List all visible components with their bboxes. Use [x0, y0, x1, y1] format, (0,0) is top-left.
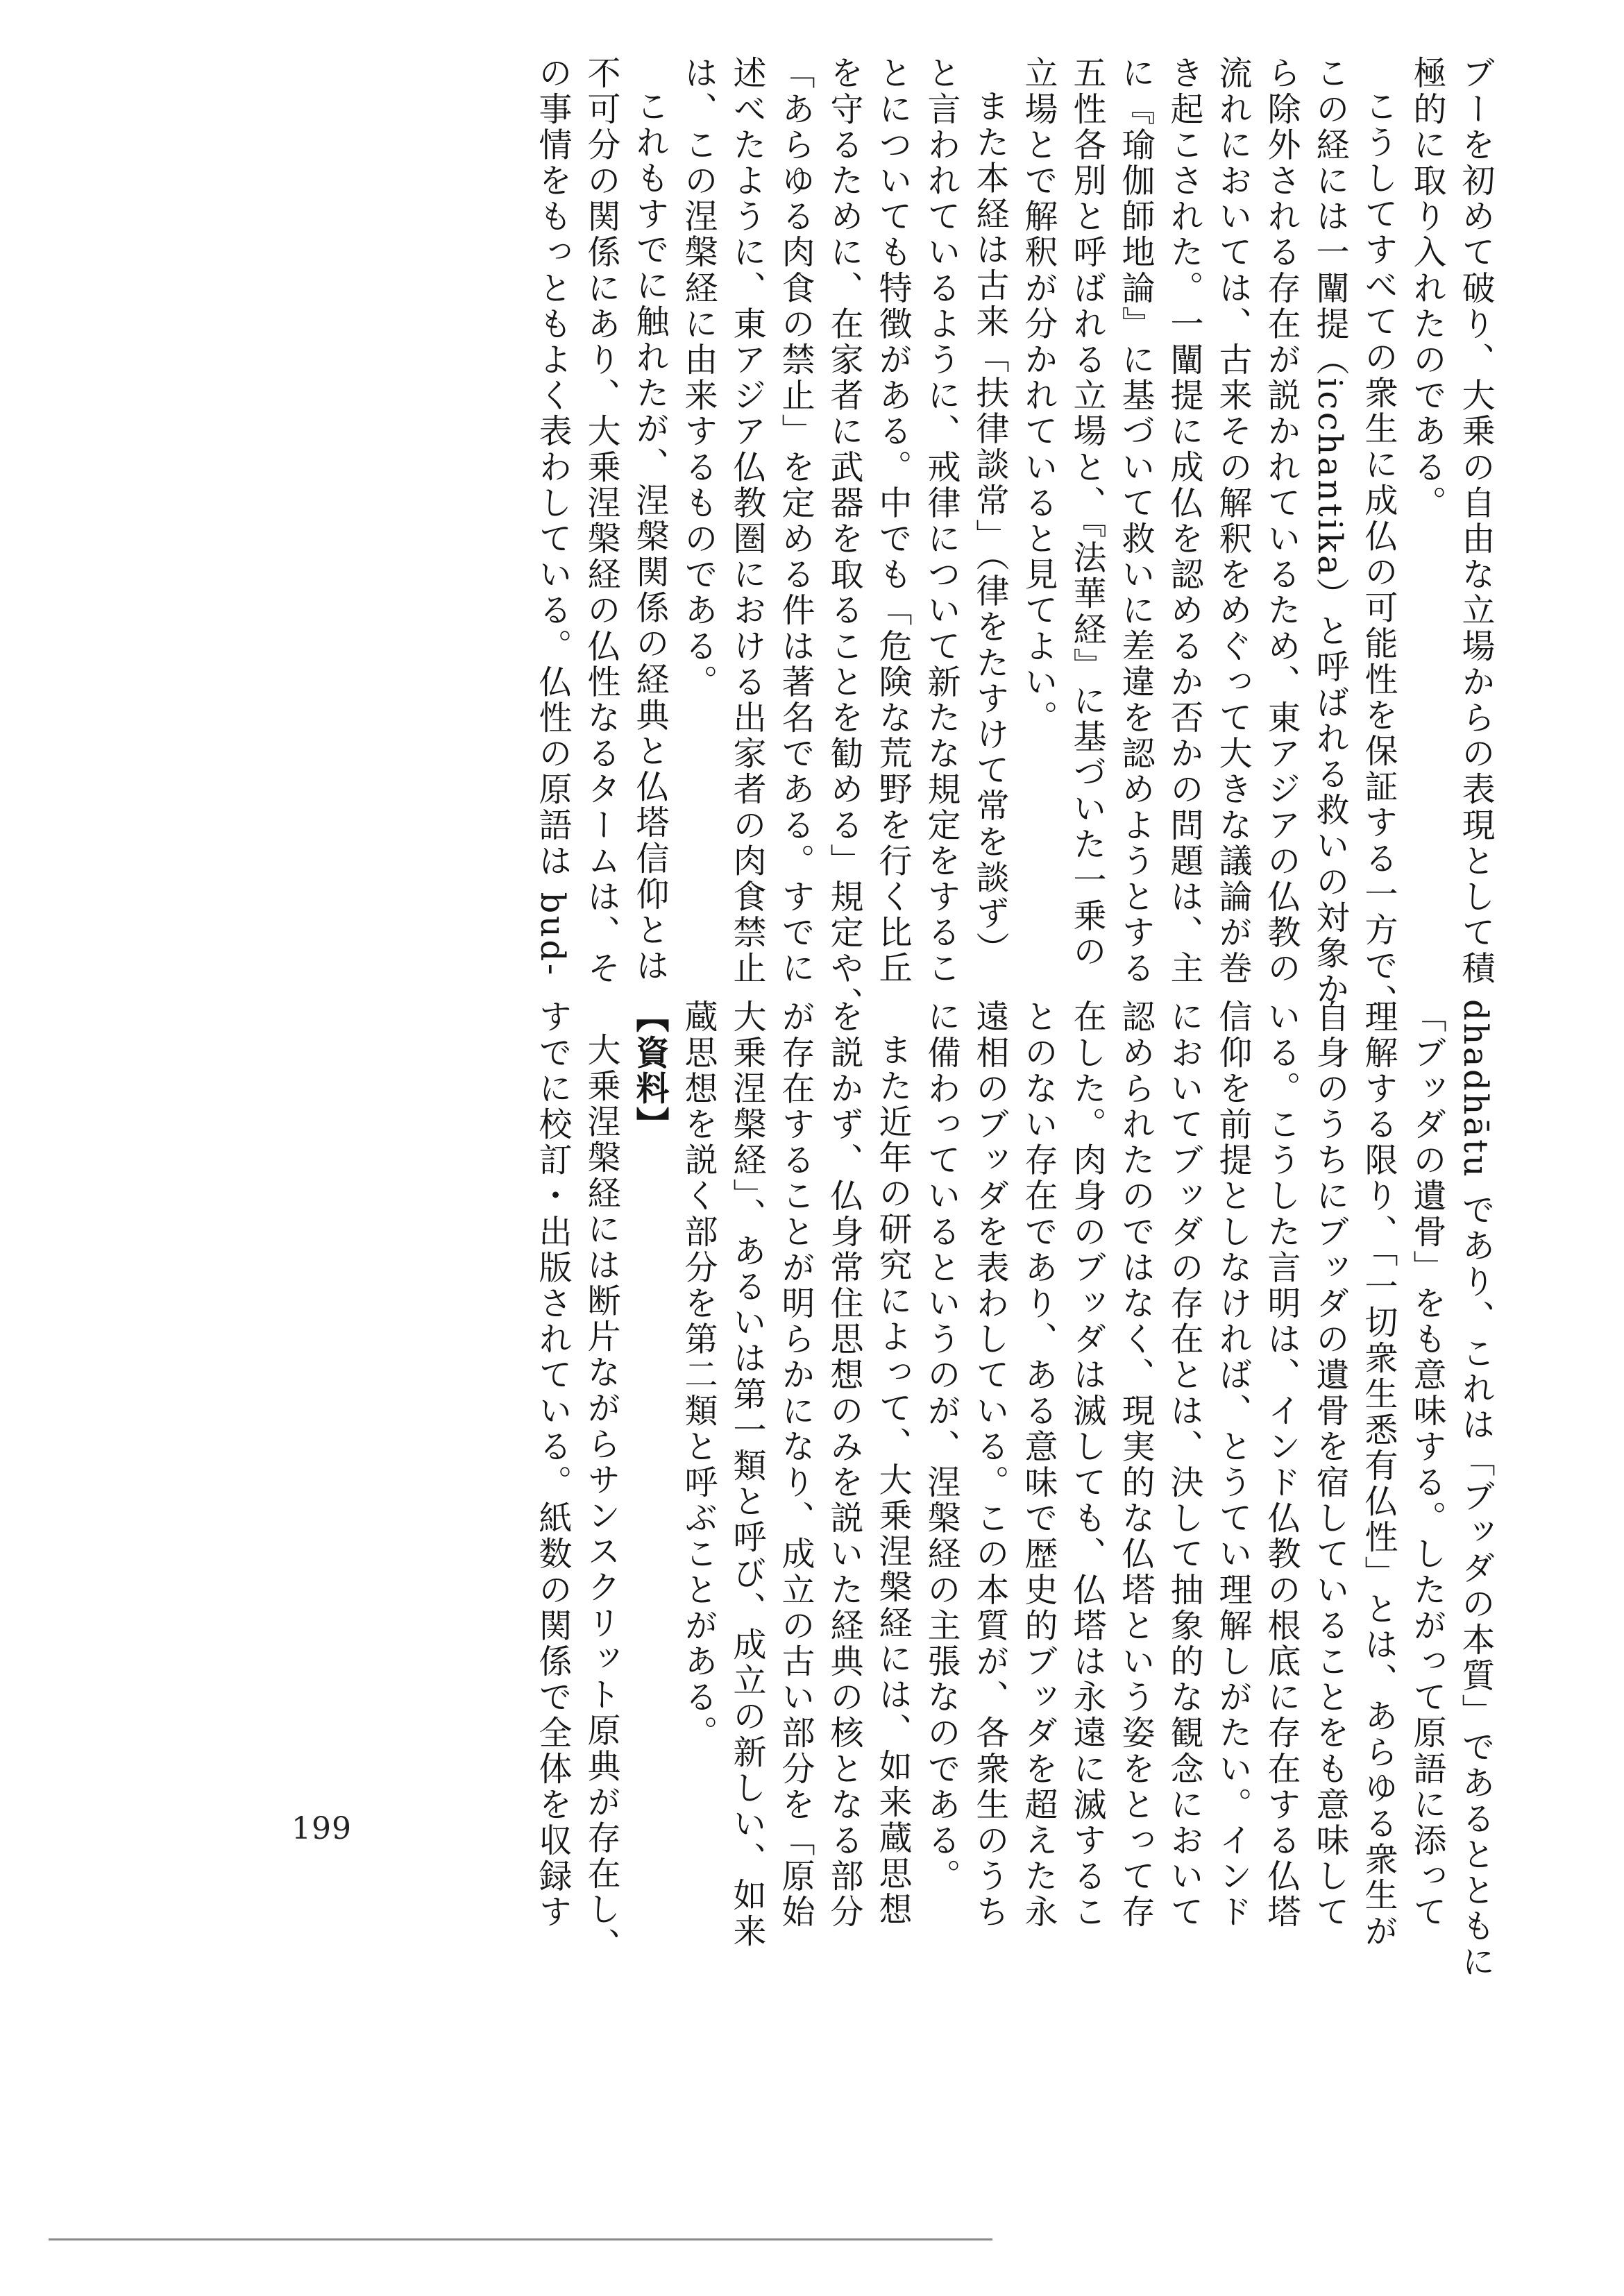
text-column: 立場とで解釈が分かれていると見てよい。 — [1019, 56, 1058, 736]
text-column: いる。こうした言明は、インド仏教の根底に存在する仏塔 — [1262, 999, 1301, 1930]
text-column: 自身のうちにブッダの遺骨を宿していることをも意味して — [1310, 999, 1349, 1930]
section-heading: 【資料】 — [630, 999, 669, 1143]
text-column: 蔵思想を説く部分を第二類と呼ぶことがある。 — [679, 999, 718, 1751]
text-column: 不可分の関係にあり、大乗涅槃経の仏性なるタームは、そ — [582, 56, 620, 987]
text-column: すでに校訂・出版されている。紙数の関係で全体を収録す — [533, 999, 572, 1930]
text-column: 理解する限り、「一切衆生悉有仏性」とは、あらゆる衆生が — [1359, 999, 1398, 1950]
text-column: き起こされた。一闡提に成仏を認めるか否かの問題は、主 — [1165, 56, 1203, 987]
text-column: また近年の研究によって、大乗涅槃経には、如来蔵思想 — [873, 1032, 912, 1928]
text-column: に備わっているというのが、涅槃経の主張なのである。 — [922, 999, 961, 1894]
text-column: とのない存在であり、ある意味で歴史的ブッダを超えた永 — [1019, 999, 1058, 1930]
text-column: 述べたように、東アジア仏教圏における出家者の肉食禁止 — [727, 56, 766, 987]
text-column: こうしてすべての衆生に成仏の可能性を保証する一方で、 — [1359, 89, 1398, 1020]
text-column: ら除外される存在が説かれているため、東アジアの仏教の — [1262, 56, 1301, 987]
text-column: 「あらゆる肉食の禁止」を定める件は著名である。すでに — [776, 56, 815, 987]
text-column: これもすでに触れたが、涅槃関係の経典と仏塔信仰とは — [630, 89, 669, 984]
text-column: の事情をもっともよく表わしている。仏性の原語は bud- — [533, 56, 572, 978]
text-column: 大乗涅槃経」、あるいは第一類と呼び、成立の新しい、如来 — [727, 999, 766, 1950]
text-column: 在した。肉身のブッダは滅しても、仏塔は永遠に滅するこ — [1067, 999, 1106, 1930]
text-column: 大乗涅槃経には断片ながらサンスクリット原典が存在し、 — [582, 1032, 620, 1964]
text-column: と言われているように、戒律について新たな規定をするこ — [922, 56, 961, 987]
text-column: 「ブッダの遺骨」をも意味する。したがって原語に添って — [1407, 999, 1446, 1930]
text-column: は、この涅槃経に由来するものである。 — [679, 56, 718, 700]
text-column: dhadhātu であり、これは「ブッダの本質」であるとともに — [1456, 999, 1495, 1980]
page-number: 199 — [291, 1811, 352, 1846]
text-column: を守るために、在家者に武器を取ることを勧める」規定や、 — [824, 56, 863, 1023]
text-column: また本経は古来「扶律談常」（律をたすけて常を談ず） — [970, 89, 1009, 967]
text-column: に『瑜伽師地論』に基づいて救いに差違を認めようとする — [1116, 56, 1155, 987]
text-column: においてブッダの存在とは、決して抽象的な観念において — [1165, 999, 1203, 1930]
text-column: とについても特徴がある。中でも「危険な荒野を行く比丘 — [873, 56, 912, 987]
text-column: この経には一闡提（icchantika）と呼ばれる救いの対象か — [1310, 56, 1349, 1007]
text-column: 遠相のブッダを表わしている。この本質が、各衆生のうち — [970, 999, 1009, 1930]
text-column: 極的に取り入れたのである。 — [1407, 56, 1446, 521]
text-column: 信仰を前提としなければ、とうてい理解しがたい。インド — [1213, 999, 1252, 1930]
text-column: が存在することが明らかになり、成立の古い部分を「原始 — [776, 999, 815, 1930]
scan-edge-line — [49, 2238, 992, 2240]
text-block-top — [521, 56, 1495, 1023]
text-column: 認められたのではなく、現実的な仏塔という姿をとって存 — [1116, 999, 1155, 1930]
text-column: 流れにおいては、古来その解釈をめぐって大きな議論が巻 — [1213, 56, 1252, 987]
text-column: を説かず、仏身常住思想のみを説いた経典の核となる部分 — [824, 999, 863, 1930]
text-column: 五性各別と呼ばれる立場と、『法華経』に基づいた一乗の — [1067, 56, 1106, 970]
text-column: ブーを初めて破り、大乗の自由な立場からの表現として積 — [1456, 56, 1495, 987]
text-block-bottom — [521, 999, 1495, 1980]
